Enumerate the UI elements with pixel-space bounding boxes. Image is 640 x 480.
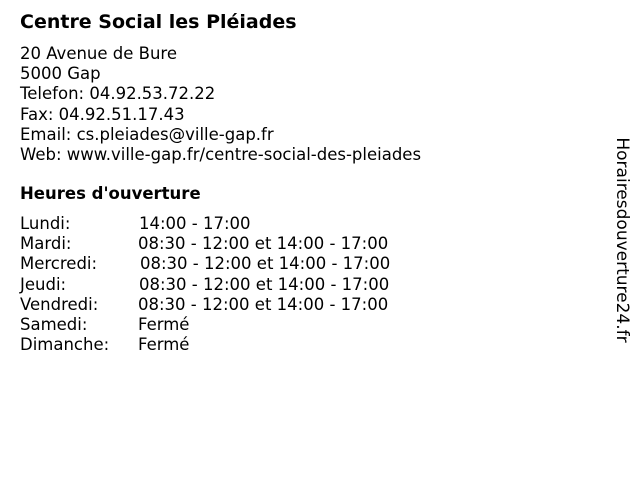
day-label: Mardi: — [20, 234, 72, 254]
day-label: Samedi: — [20, 314, 88, 334]
day-hours: 08:30 - 12:00 et 14:00 - 17:00 — [139, 274, 390, 294]
address-city: 5000 Gap — [20, 64, 101, 84]
day-label: Lundi: — [20, 214, 71, 233]
day-hours: 14:00 - 17:00 — [139, 214, 251, 233]
day-hours: Fermé — [138, 314, 190, 334]
day-hours: 08:30 - 12:00 et 14:00 - 17:00 — [138, 294, 389, 314]
opening-hours-heading: Heures d'ouverture — [20, 184, 201, 203]
day-hours: 08:30 - 12:00 et 14:00 - 17:00 — [138, 234, 389, 254]
phone-line: Telefon: 04.92.53.72.22 — [20, 84, 216, 104]
place-title: Centre Social les Pléiades — [20, 11, 297, 33]
day-label: Jeudi: — [20, 274, 67, 294]
site-watermark: Horairesdouverture24.fr — [612, 137, 632, 343]
contact-block — [20, 44, 421, 165]
day-label: Vendredi: — [20, 294, 99, 314]
fax-line: Fax: 04.92.51.17.43 — [20, 104, 185, 124]
day-hours: Fermé — [138, 335, 190, 355]
day-label: Mercredi: — [20, 254, 98, 274]
day-label: Dimanche: — [20, 335, 110, 355]
day-hours: 08:30 - 12:00 et 14:00 - 17:00 — [140, 254, 391, 274]
email-line: Email: cs.pleiades@ville-gap.fr — [20, 124, 274, 144]
web-line: Web: www.ville-gap.fr/centre-social-des-pleiades — [20, 145, 422, 165]
address-street: 20 Avenue de Bure — [20, 44, 178, 63]
